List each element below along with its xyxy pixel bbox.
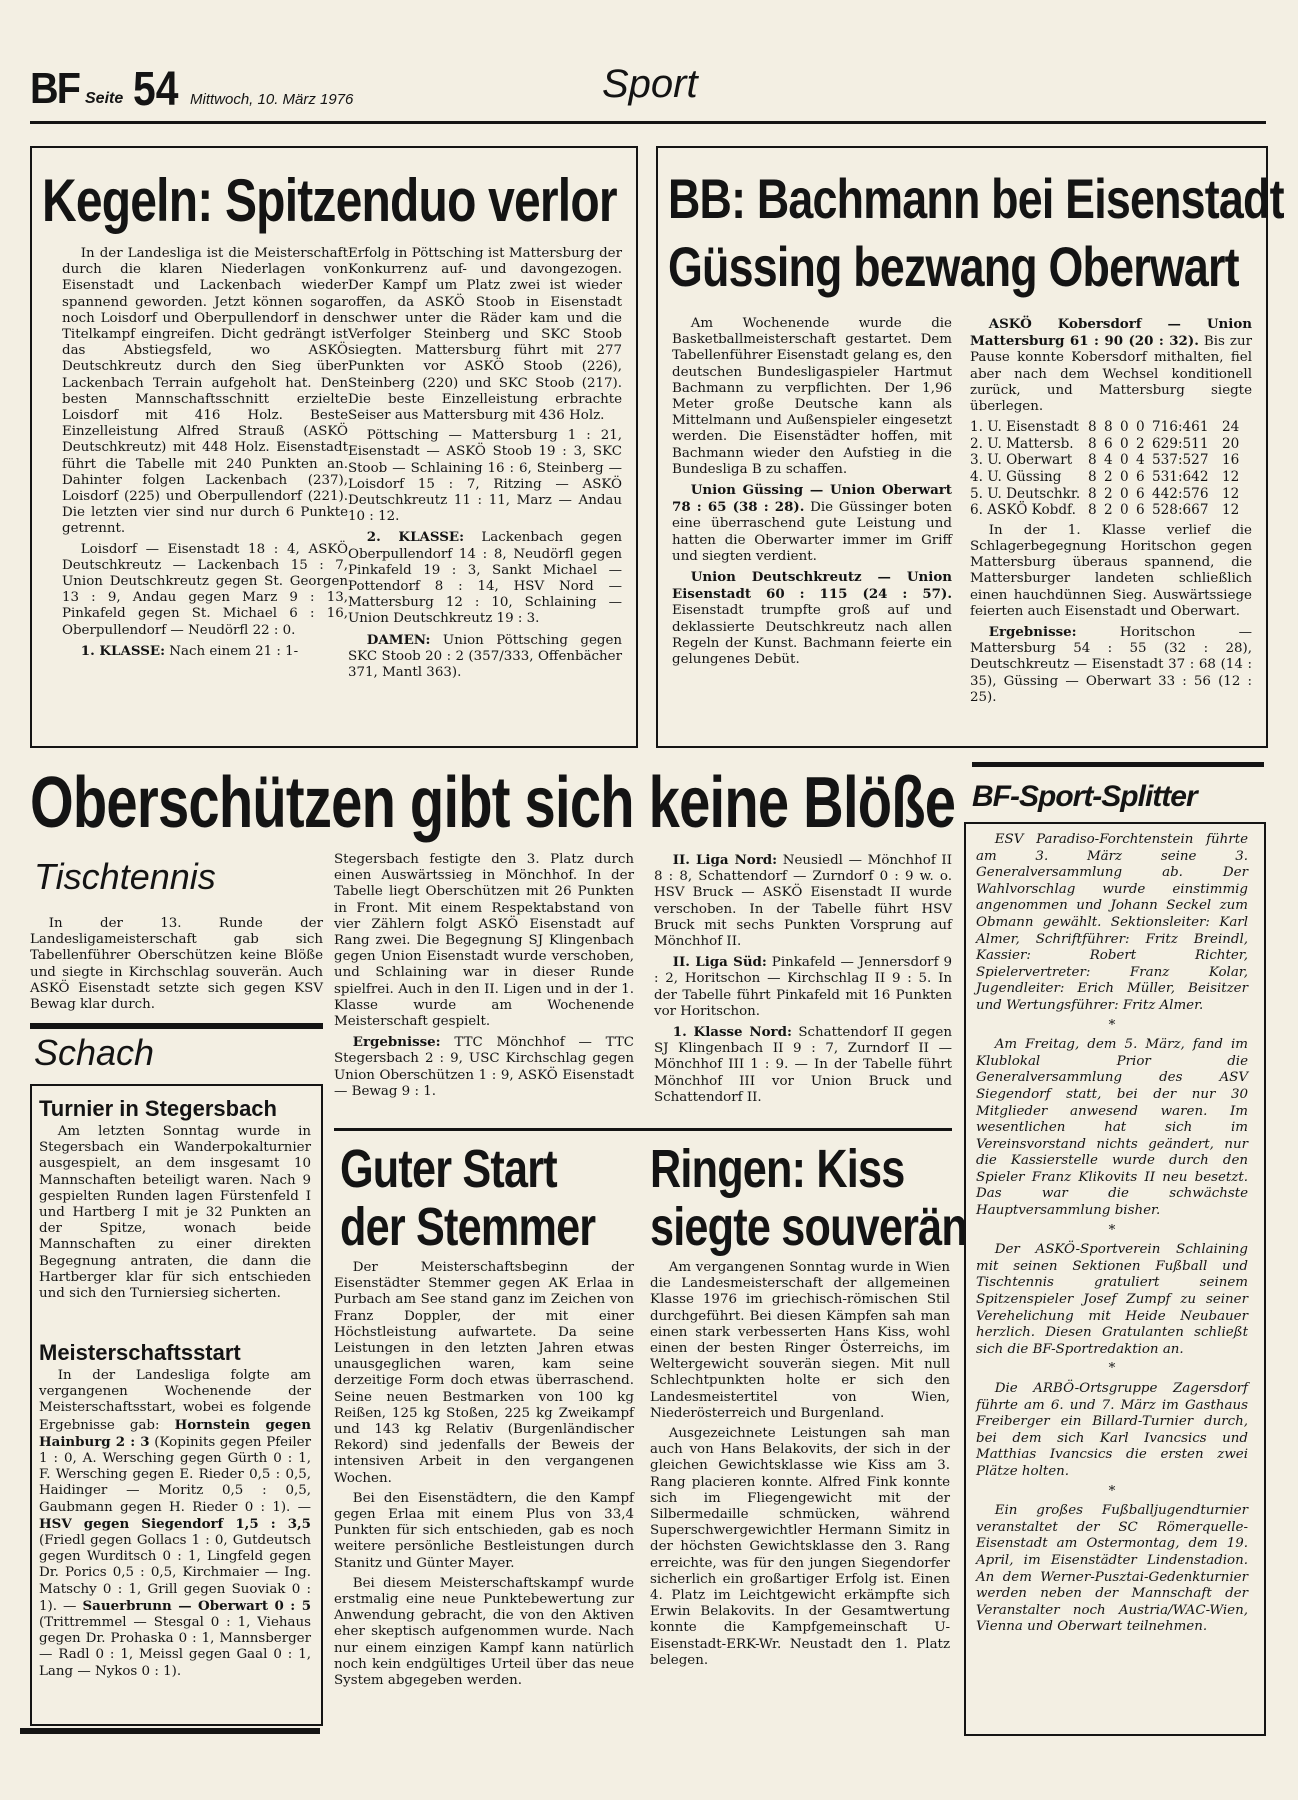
schach-text-g: (Trittremmel — Stesgal 0 : 1, Viehaus gegen Dr. Prohaska 0 : 1, Mannsberger — Radl 0 : 1, Meissl gegen Gaal 0 : 1, Lang — Nykos 0 : 1). — [39, 1615, 311, 1679]
tischtennis-col3-p2 — [654, 954, 952, 1020]
standings-wins: 6 — [1104, 435, 1113, 452]
basketball-deutschkreutz-text: Eisenstadt trumpfte groß auf und deklassierte Deutschkreutz nach allen Regeln der Kunst. Bachmann feierte ein gelungenes Debüt. — [672, 603, 952, 668]
basketball-headline-1: BB: Bachmann bei Eisenstadt — [668, 167, 1284, 230]
seite-label: Seite — [85, 90, 124, 107]
basketball-article — [656, 146, 1284, 748]
ringen-text — [650, 1260, 950, 1669]
schach-box — [30, 1084, 323, 1726]
splitter-item: Ein großes Fußballjugendturnier veranstaltet der SC Römerquelle-Eisenstadt am Ostermontag, dem 19. April, im Eisenstädter Lindenstadion. An dem Werner-Pusztai-Gedenkturnier werden neben der Mannschaft der Veranstalter noch Austria/WAC-Wien, Vienna und Oberwart teilnehmen. — [976, 1503, 1248, 1635]
standings-wins: 2 — [1104, 485, 1113, 502]
basketball-ergebnisse-label: Ergebnisse: — [988, 624, 1077, 640]
basketball-col1-p3 — [672, 569, 952, 668]
masthead-rule — [30, 121, 1266, 124]
standings-losses: 6 — [1136, 485, 1145, 502]
splitter-item: ESV Paradiso-Forchtenstein führte am 3. März seine 3. Generalversammlung ab. Der Wahlvorschlag wurde einstimmig angenommen und Johann Seckel zum Obmann gewählt. Sektionsleiter: Karl Almer, Schriftführer: Fritz Breindl, Kassier: Robert Richter, Spielervertreter: Franz Kolar, Jugendleiter: Erich Müller, Beisitzer und Wertungsführer: Fritz Almer. — [976, 832, 1248, 1013]
kegeln-col1 — [62, 246, 348, 660]
ringen-p2: Ausgezeichnete Leistungen sah man auch von Hans Belakovits, der sich in der gleichen Gewichtsklasse wie Kiss am 3. Rang placieren konnte. Alfred Fink konnte sich im Fliegengewicht mit der Silbermedaille schmücken, während Superschwergewichtler Hermann Simitz in der höchsten Gewichtsklasse den 3. Rang erreichte, was für den jungen Siegendorfer sicherlich ein großartiger Erfolg ist. Einen 4. Platz im Leichtgewicht erkämpfte sich Erwin Belakovits. In der Gesamtwertung konnte die Kampfgemeinschaft U-Eisenstadt-ERK-Wr. Neustadt den 1. Platz belegen. — [650, 1426, 950, 1668]
kegeln-article — [30, 146, 638, 748]
bf-logo: BF — [30, 64, 80, 113]
standings-score: 537:527 — [1152, 452, 1209, 469]
standings-team: 4. U. Güssing — [970, 469, 1062, 485]
splitter-star-separator: * — [1108, 1483, 1116, 1499]
standings-wins: 2 — [1104, 502, 1113, 519]
liga-sued-text: Pinkafeld — Jennersdorf 9 : 2, Horitschon — Kirchschlag II 9 : 5. In der Tabelle führt Pinkafeld mit 16 Punkten vor Horitschon. — [654, 955, 952, 1019]
basketball-deutschkreutz-label: Union Deutschkreutz — Union Eisenstadt 60 : 115 (24 : 57). — [672, 569, 952, 603]
liga-sued-label: II. Liga Süd: — [672, 954, 767, 971]
basketball-gussing-label: Union Güssing — Union Oberwart 78 : 65 (38 : 28). — [672, 482, 952, 516]
standings-row — [970, 419, 1252, 436]
standings-games: 8 — [1088, 435, 1097, 452]
kegeln-col1-p3 — [62, 643, 348, 660]
standings-losses: 2 — [1136, 435, 1145, 452]
schach-text-c: (Kopinits gegen Pfeiler 1 : 0, A. Wersching gegen Gürth 0 : 1, F. Wersching gegen E. Rieder 0,5 : 0,5, Haidinger — Moritz 0,5 : 0,5, Gaubmann gegen H. Rieder 0 : 1). — — [39, 1434, 311, 1515]
basketball-col2-p3 — [970, 624, 1252, 706]
liga-nord-label: II. Liga Nord: — [672, 852, 778, 868]
ringen-headline-1: Ringen: Kiss — [650, 1139, 905, 1199]
kegeln-col1-p2: Loisdorf — Eisenstadt 18 : 4, ASKÖ Deutschkreutz — Lackenbach 15 : 7, Union Deutschkreutz gegen St. Georgen 13 : 9, Andau gegen Marz 9 : 13, Pinkafeld gegen St. Michael 6 : 16, Oberpullendorf — Neudörfl 22 : 0. — [62, 541, 348, 638]
schach-subheading: Schach — [34, 1032, 155, 1073]
schach-heading-turnier: Turnier in Stegersbach — [39, 1096, 277, 1121]
splitter-box — [964, 822, 1266, 1736]
standings-score: 629:511 — [1152, 435, 1209, 452]
splitter-star-separator: * — [1108, 1222, 1116, 1238]
kegeln-col2 — [348, 246, 622, 681]
stemmer-text — [334, 1260, 634, 1689]
standings-score: 528:667 — [1152, 502, 1209, 519]
kegeln-col2-p1: Erfolg in Pöttsching ist Mattersburg der Konkurrenz auf- und davongezogen. Der Kampf um Platz zwei ist wieder offen, da ASKÖ Stoob in Eisenstadt schwer unter die Räder kam und die Verfolger Steinberg und SKC Stoob siegten. Mattersburg führt mit 277 Punkten vor ASKÖ Stoob (226), Steinberg (220) und SKC Stoob (217). Die beste Einzelleistung erbrachte Seiser aus Mattersburg mit 436 Holz. — [348, 246, 622, 424]
standings-points: 24 — [1222, 419, 1240, 436]
basketball-col2-p1 — [970, 316, 1252, 415]
standings-draws: 0 — [1120, 419, 1129, 436]
standings-score: 442:576 — [1152, 485, 1209, 502]
standings-points: 12 — [1222, 485, 1240, 502]
kegeln-2klasse-text: Lackenbach gegen Oberpullendorf 14 : 8, Neudörfl gegen Pinkafeld 19 : 3, Sankt Michael — Pottendorf 8 : 14, HSV Nord — Mattersburg 12 : 10, Schlaining — Union Deutschkreutz 19 : 3. — [348, 530, 622, 627]
standings-wins: 4 — [1104, 452, 1113, 469]
standings-wins: 8 — [1104, 419, 1113, 436]
tischtennis-col3-p3 — [654, 1024, 952, 1106]
schach-bottom-rule — [20, 1728, 320, 1734]
stemmer-headline-1: Guter Start — [340, 1139, 557, 1199]
liga-nord-text: Neusiedl — Mönchhof II 8 : 8, Schattendorf — Zurndorf 0 : 9 w. o. HSV Bruck — ASKÖ Eisenstadt II wurde verschoben. In der Tabelle führt HSV Bruck mit sechs Punkten Vorsprung auf Mönchhof II. — [654, 853, 952, 950]
standings-row — [970, 469, 1252, 486]
standings-games: 8 — [1088, 502, 1097, 519]
tischtennis-col2-p1: Stegersbach festigte den 3. Platz durch einen Auswärtssieg in Mönchhof. In der Tabelle liegt Oberschützen mit 26 Punkten in Front. Mit einem Respektabstand von vier Zählern folgt ASKÖ Eisenstadt auf Rang zwei. Die Begegnung SJ Klingenbach gegen Union Eisenstadt wurde verschoben, und Schlaining war in dieser Runde spielfrei. Auch in den II. Ligen und in der 1. Klasse wurde am Wochenende Meisterschaft gespielt. — [334, 852, 634, 1030]
standings-points: 16 — [1222, 452, 1240, 469]
standings-team: 2. U. Mattersb. — [970, 435, 1074, 452]
kegeln-2klasse-label: 2. KLASSE: — [366, 529, 465, 546]
tischtennis-col2 — [334, 852, 634, 1100]
standings-points: 20 — [1222, 435, 1240, 452]
kegeln-1klasse-text: Nach einem 21 : 1- — [165, 643, 299, 659]
section-title: Sport — [602, 62, 698, 106]
kegeln-col1-p1: In der Landesliga ist die Meisterschaft durch die klaren Niederlagen von Eisenstadt und Lackenbach wieder spannend geworden. Jetzt können sogar noch Loisdorf und Oberpullendorf in den Titelkampf eingreifen. Dicht gedrängt ist das Abstiegsfeld, wo ASKÖ Deutschkreutz durch den Sieg über Lackenbach Terrain aufgeholt hat. Den besten Mannschaftsschnitt erzielte Loisdorf mit 416 Holz. Beste Einzelleistung Alfred Strauß (ASKÖ Deutschkreutz) mit 448 Holz. Eisenstadt führt die Tabelle mit 240 Punkten an. Dahinter folgen Lackenbach (237), Loisdorf (225) und Oberpullendorf (221). Die letzten vier sind nur durch 6 Punkte getrennt. — [62, 246, 348, 537]
issue-date: Mittwoch, 10. März 1976 — [190, 91, 354, 108]
kegeln-col2-p2: Pöttsching — Mattersburg 1 : 21, Eisenstadt — ASKÖ Stoob 19 : 3, SKC Stoob — Schlaining 16 : 6, Steinberg — Loisdorf 15 : 7, Ritzing — ASKÖ Deutschkreutz 11 : 11, Marz — Andau 10 : 12. — [348, 428, 622, 525]
stemmer-p3: Bei diesem Meisterschaftskampf wurde erstmalig eine neue Punktebewertung zur Anwendung gebracht, die von den Aktiven eher skeptisch aufgenommen wurde. Nach nur einem einzigen Kampf kann natürlich noch kein endgültiges Urteil über das neue System abgegeben werden. — [334, 1575, 634, 1689]
masthead — [30, 60, 1266, 120]
tischtennis-ergebnisse-label: Ergebnisse: — [352, 1034, 441, 1051]
kegeln-col2-p4 — [348, 632, 622, 682]
tischtennis-col3 — [654, 852, 952, 1106]
schach-result-hsv: HSV gegen Siegendorf 1,5 : 3,5 — [39, 1515, 311, 1532]
schach-text-e: (Friedl gegen Gollacs 1 : 0, Gutdeutsch gegen Wurditsch 0 : 1, Lingfeld gegen Dr. Porics 0,5 : 0,5, Kirchmaier — Ing. Matschy 0 : 1, Grill gegen Suoviak 0 : 1). — — [39, 1533, 311, 1614]
standings-row — [970, 452, 1252, 469]
schach-turnier-p: Am letzten Sonntag wurde in Stegersbach ein Wanderpokalturnier ausgespielt, an dem insgesamt 10 Mannschaften beteiligt waren. Nach 9 gespielten Runden lagen Fürstenfeld I und Hartberg I mit je 32 Punkten an der Spitze, wonach beide Mannschaften zu einer direkten Begegnung antraten, die dann die Hartberger klar für sich entschieden und sich den Turniersieg sicherten. — [39, 1124, 311, 1302]
standings-games: 8 — [1088, 485, 1097, 502]
standings-draws: 0 — [1120, 502, 1129, 519]
ringen-p1: Am vergangenen Sonntag wurde in Wien die Landesmeisterschaft der allgemeinen Klasse 1976 im griechisch-römischen Stil durchgeführt. Bei diesen Kämpfen sah man einen stark verbesserten Hans Kiss, wohl einen der besten Ringer Österreichs, im Weltergewicht souverän siegen. Mit null Schlechtpunkten holte er sich den Landesmeistertitel von Wien, Niederösterreich und Burgenland. — [650, 1260, 950, 1421]
standings-games: 8 — [1088, 469, 1097, 485]
standings-draws: 0 — [1120, 485, 1129, 502]
standings-draws: 0 — [1120, 469, 1129, 485]
standings-row — [970, 436, 1252, 453]
standings-losses: 6 — [1136, 469, 1145, 485]
splitter-item: Die ARBÖ-Ortsgruppe Zagersdorf führte am 6. und 7. März im Gasthaus Freiberger ein Billard-Turnier durch, bei dem sich Karl Ivancsics und Matthias Ivancsics die ersten zwei Plätze holten. — [976, 1381, 1248, 1479]
basketball-kobersdorf-text: Bis zur Pause konnte Kobersdorf mithalten, fiel aber nach dem Wechsel konditionell zurück, und Mattersburg siegte überlegen. — [970, 334, 1252, 415]
standings-wins: 2 — [1104, 469, 1113, 485]
kegeln-headline: Kegeln: Spitzenduo verlor — [42, 167, 617, 234]
basketball-headline-2: Güssing bezwang Oberwart — [668, 235, 1239, 298]
splitter-headline: BF-Sport-Splitter — [972, 780, 1197, 813]
kegeln-damen-label: DAMEN: — [366, 631, 431, 648]
kegeln-damen-text: Union Pöttsching gegen SKC Stoob 20 : 2 (357/333, Offenbächer 371, Mantl 363). — [348, 632, 622, 681]
page-number: 54 — [133, 63, 179, 116]
basketball-col1-p1: Am Wochenende wurde die Basketballmeisterschaft gestartet. Dem Tabellenführer Eisenstadt gelang es, den deutschen Bundesligaspieler Hartmut Bachmann zu verpflichten. Der 1,96 Meter große Deutsche kann als Mittelmann und Außenspieler eingesetzt werden. Die Eisenstädter hoffen, mit Bachmann wieder den Aufstieg in die Bundesliga B zu schaffen. — [672, 316, 952, 477]
schach-result-sauerbrunn: Sauerbrunn — Oberwart 0 : 5 — [82, 1597, 312, 1614]
basketball-kobersdorf-label: ASKÖ Kobersdorf — Union Mattersburg 61 : 90 (20 : 32). — [970, 316, 1252, 350]
standings-games: 8 — [1088, 452, 1097, 469]
splitter-top-rule — [972, 762, 1264, 767]
standings-points: 12 — [1222, 502, 1240, 519]
standings-draws: 0 — [1120, 435, 1129, 452]
tischtennis-ergebnisse-text: TTC Mönchhof — TTC Stegersbach 2 : 9, USC Kirchschlag gegen Union Oberschützen 1 : 9, ASKÖ Eisenstadt — Bewag 9 : 1. — [334, 1035, 634, 1099]
schach-heading-meisterschaft: Meisterschaftsstart — [39, 1340, 241, 1365]
tischtennis-headline: Oberschützen gibt sich keine Blöße — [30, 763, 956, 843]
standings-points: 12 — [1222, 469, 1240, 485]
stemmer-p2: Bei den Eisenstädtern, die den Kampf gegen Erlaa mit einem Plus von 33,4 Punkten für sich entschieden, gab es noch weitere persönliche Bestleistungen durch Stanitz und Günter Mayer. — [334, 1490, 634, 1571]
splitter-item: Am Freitag, dem 5. März, fand im Klublokal Prior die Generalversammlung des ASV Siegendorf statt, bei der nur 30 Mitglieder anwesend waren. Im wesentlichen hat sich im Vereinsvorstand nichts geändert, nur die Kassierstelle wurde durch den Spieler Franz Klikovits II neu besetzt. Das war die schwächste Hauptversammlung bisher. — [976, 1037, 1248, 1219]
basketball-standings — [970, 419, 1252, 519]
basketball-col1 — [672, 316, 952, 668]
stemmer-p1: Der Meisterschaftsbeginn der Eisenstädter Stemmer gegen AK Erlaa in Purbach am See stand ganz im Zeichen von Franz Doppler, der mit einer Höchstleistung aufwartete. Da seine Leistungen in den letzten Jahren etwas unausgeglichen waren, kam seine derzeitige Form doch etwas überraschend. Seine neuen Bestmarken von 100 kg Reißen, 125 kg Stoßen, 225 kg Zweikampf und 143 kg Relativ (Burgenländischer Rekord) sind jedenfalls der Beweis der intensiven Arbeit in den vergangenen Wochen. — [334, 1260, 634, 1486]
splitter-items — [976, 832, 1248, 1636]
klasse-nord-text: Schattendorf II gegen SJ Klingenbach II 9 : 7, Zurndorf II — Mönchhof III 1 : 9. — In der Tabelle führt Mönchhof III vor Union Bruck und Schattendorf II. — [654, 1025, 952, 1105]
standings-row — [970, 486, 1252, 503]
tischtennis-subheading: Tischtennis — [34, 856, 216, 897]
basketball-col2 — [970, 316, 1252, 706]
standings-draws: 0 — [1120, 452, 1129, 469]
standings-team: 1. U. Eisenstadt — [970, 419, 1079, 436]
tischtennis-intro-p: In der 13. Runde der Landesligameisterschaft gab sich Tabellenführer Oberschützen keine Blöße und siegte in Kirchschlag souverän. Auch ASKÖ Eisenstadt setzte sich gegen KSV Bewag klar durch. — [30, 916, 323, 1013]
tischtennis-col3-p1 — [654, 852, 952, 950]
splitter-star-separator: * — [1108, 1017, 1116, 1033]
tischtennis-col2-p2 — [334, 1034, 634, 1100]
basketball-gussing-text: Die Güssinger boten eine überraschend gute Leistung und hatten die Oberwarter immer im Griff und siegten verdient. — [672, 500, 952, 564]
standings-score: 716:461 — [1152, 419, 1209, 436]
ringen-headline-2: siegte souverän — [650, 1197, 967, 1257]
tischtennis-intro — [30, 916, 323, 1013]
schach-text-a: In der Landesliga folgte am vergangenen Wochenende der Meisterschaftsstart, wobei es folgende Ergebnisse gab: — [39, 1368, 311, 1433]
schach-turnier-text — [39, 1124, 311, 1302]
splitter-star-separator: * — [1108, 1361, 1116, 1377]
schach-meisterschaft-text — [39, 1368, 311, 1680]
kegeln-col2-p3 — [348, 529, 622, 627]
basketball-ergebnisse-text: Horitschon — Mattersburg 54 : 55 (32 : 28), Deutschkreutz — Eisenstadt 37 : 68 (14 : 35), Güssing — Oberwart 33 : 56 (12 : 25). — [970, 625, 1252, 705]
tischtennis-mid-rule — [334, 1128, 952, 1131]
basketball-col2-p2: In der 1. Klasse verlief die Schlagerbegegnung Horitschon gegen Mattersburg überaus spannend, die Mattersburger landeten schließlich einen hauchdünnen Sieg. Auswärtssiege feierten auch Eisenstadt und Oberwart. — [970, 522, 1252, 619]
standings-team: 6. ASKÖ Kobdf. — [970, 502, 1076, 519]
klasse-nord-label: 1. Klasse Nord: — [672, 1024, 792, 1041]
stemmer-headline-2: der Stemmer — [340, 1197, 596, 1257]
standings-row — [970, 502, 1252, 519]
standings-losses: 6 — [1136, 502, 1145, 519]
kegeln-1klasse-label: 1. KLASSE: — [80, 642, 166, 659]
basketball-col1-p2 — [672, 482, 952, 565]
standings-games: 8 — [1088, 419, 1097, 436]
standings-losses: 0 — [1136, 419, 1145, 436]
standings-losses: 4 — [1136, 452, 1145, 469]
tischtennis-end-rule — [30, 1023, 323, 1029]
standings-team: 3. U. Oberwart — [970, 452, 1073, 469]
splitter-item: Der ASKÖ-Sportverein Schlaining mit seinen Sektionen Fußball und Tischtennis gratuliert seinem Spitzenspieler Josef Zumpf zu seiner Verehelichung mit Heide Neubauer herzlich. Diesen Gratulanten schließt sich die BF-Sportredaktion an. — [976, 1242, 1248, 1357]
schach-meisterschaft-p — [39, 1368, 311, 1680]
standings-score: 531:642 — [1152, 469, 1209, 485]
standings-team: 5. U. Deutschkr. — [970, 485, 1081, 502]
schach-result-hornstein: Hornstein gegen Hainburg 2 : 3 — [39, 1416, 311, 1450]
